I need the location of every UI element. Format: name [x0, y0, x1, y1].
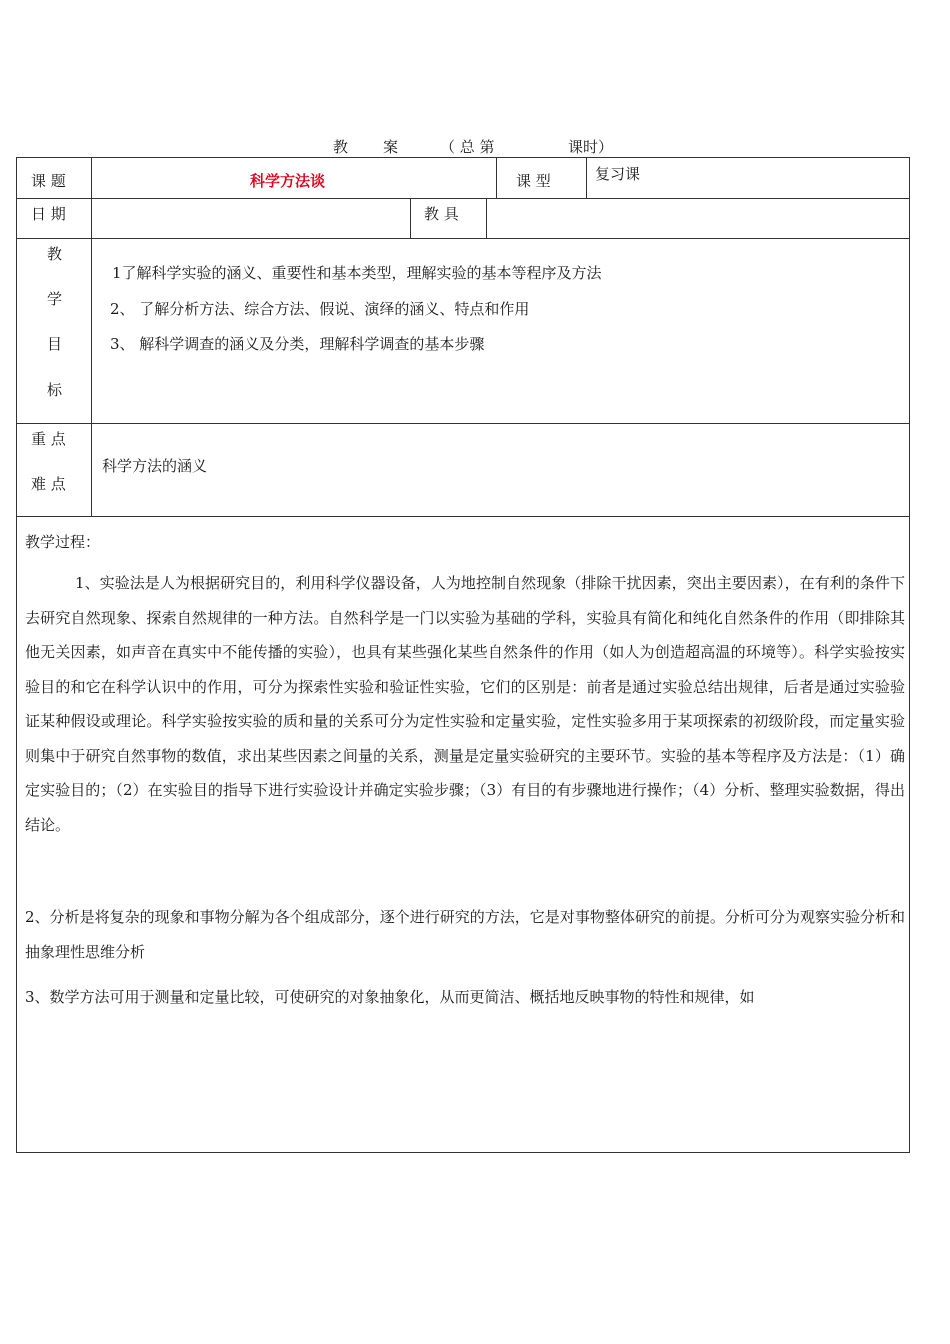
header-char-2: 案 — [383, 138, 399, 156]
table-row-divider — [16, 423, 910, 424]
table-border-bottom — [16, 1152, 910, 1153]
document-header — [0, 136, 950, 156]
type-value: 复习课 — [595, 165, 641, 183]
header-char-1: 教 — [333, 138, 349, 156]
table-col-divider — [410, 198, 411, 239]
process-paragraph-1: 1、实验法是人为根据研究目的，利用科学仪器设备，人为地控制自然现象（排除干扰因素，突出主要因素），在有利的条件下去研究自然现象、探索自然规律的一种方法。自然科学是一门以实验为基础的学科，实验具有简化和纯化自然条件的作用（即排除其他无关因素，如声音在真实中不能传播的实验），也具有某些强化某些自然条件的作用（如人为创造超高温的环境等）。科学实验按实验目的和它在科学认识中的作用，可分为探索性实验和验证性实验，它们的区别是：前者是通过实验总结出规律，后者是通过实验验证某种假设或理论。科学实验按实验的质和量的关系可分为定性实验和定量实验，定性实验多用于某项探索的初级阶段，而定量实验则集中于研究自然事物的数值，求出某些因素之间量的关系，测量是定量实验研究的主要环节。实验的基本等程序及方法是：（1）确定实验目的；（2）在实验目的指导下进行实验设计并确定实验步骤；（3）有目的有步骤地进行操作；（4）分析、整理实验数据，得出结论。 — [25, 574, 905, 834]
type-label: 课 型 — [516, 172, 551, 190]
key-label: 重 点 — [31, 430, 66, 448]
process-paragraph-2: 2、分析是将复杂的现象和事物分解为各个组成部分，逐个进行研究的方法，它是对事物整体研究的前提。分析可分为观察实验分析和抽象理性思维分析 — [25, 908, 905, 961]
header-total: （ 总 第 — [440, 138, 495, 156]
table-row-divider — [16, 198, 910, 199]
key-value: 科学方法的涵义 — [102, 457, 208, 475]
goals-label-char: 目 — [47, 335, 63, 353]
table-row-divider — [16, 516, 910, 517]
goals-label-char: 标 — [47, 381, 63, 399]
table-row-divider — [16, 238, 910, 239]
process-paragraph-3: 3、数学方法可用于测量和定量比较，可使研究的对象抽象化，从而更简洁、概括地反映事物的特性和规律，如 — [25, 988, 755, 1006]
table-col-divider — [586, 157, 587, 199]
process-title: 教学过程： — [25, 533, 101, 551]
goal-item: 1了解科学实验的涵义、重要性和基本类型，理解实验的基本等程序及方法 — [112, 264, 602, 282]
goal-item: 2、 了解分析方法、综合方法、假说、演绎的涵义、特点和作用 — [110, 300, 530, 318]
goal-item: 3、 解科学调查的涵义及分类，理解科学调查的基本步骤 — [110, 335, 485, 353]
topic-value: 科学方法谈 — [250, 172, 326, 190]
table-col-divider — [496, 157, 497, 199]
difficulty-label: 难 点 — [31, 475, 66, 493]
topic-label: 课 题 — [31, 172, 66, 190]
table-border-top — [16, 157, 910, 158]
header-period: 课时） — [568, 138, 614, 156]
table-border-right — [909, 157, 910, 1153]
table-col-divider — [91, 157, 92, 517]
table-border-left — [16, 157, 17, 1153]
goals-label-char: 教 — [47, 245, 63, 263]
goals-label-char: 学 — [47, 290, 63, 308]
date-label: 日 期 — [31, 205, 66, 223]
table-col-divider — [486, 198, 487, 239]
tools-label: 教 具 — [424, 205, 459, 223]
